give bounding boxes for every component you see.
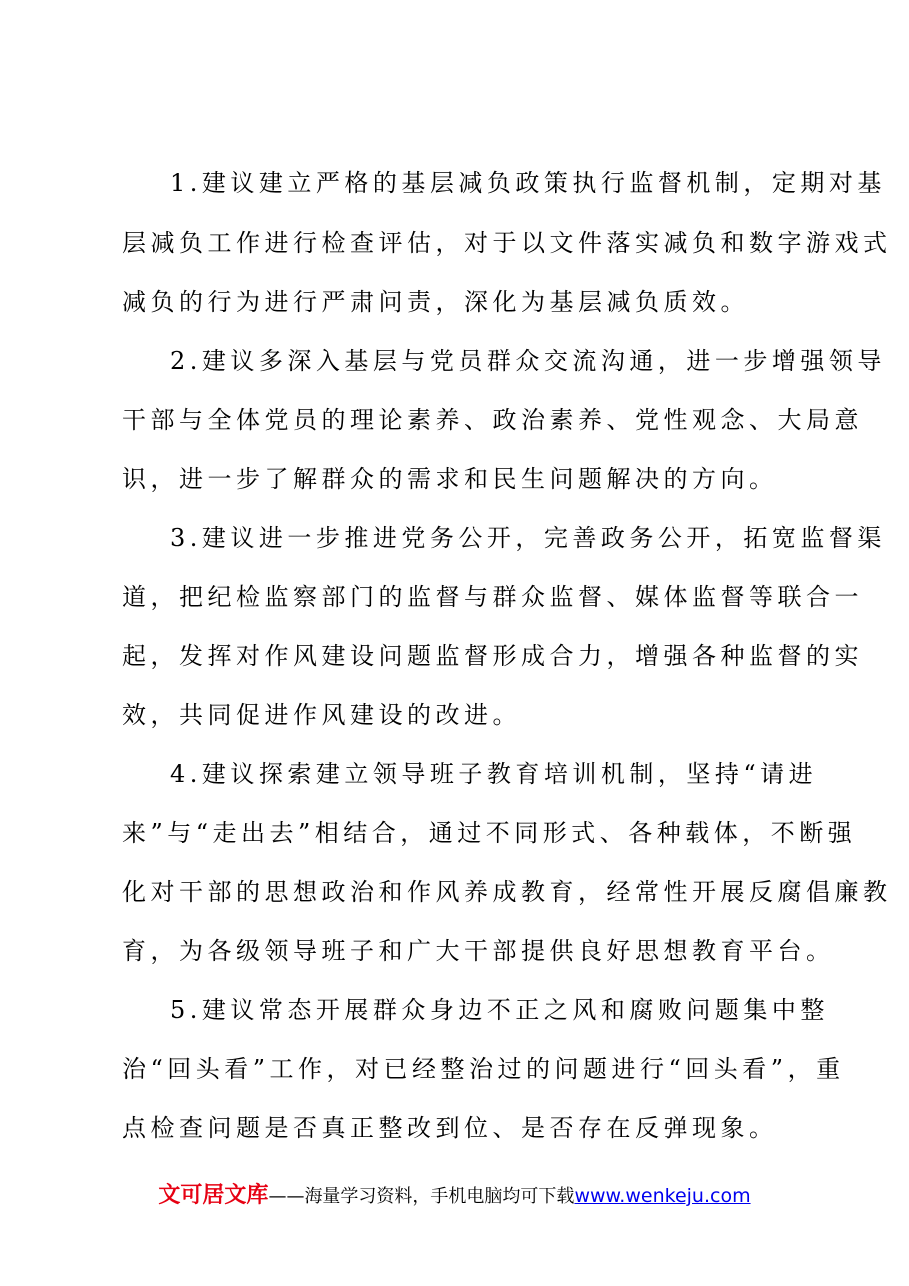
- paragraph-3-line-1: 3.建议进一步推进党务公开，完善政务公开，拓宽监督渠: [170, 524, 886, 552]
- footer-banner: [0, 1180, 909, 1212]
- footer-tagline: ——海量学习资料，手机电脑均可下载: [268, 1186, 575, 1207]
- paragraph-2-line-1: 2.建议多深入基层与党员群众交流沟通，进一步增强领导: [170, 347, 886, 375]
- footer-brand: 文可居文库: [158, 1183, 269, 1208]
- paragraph-3-line-3: 起，发挥对作风建设问题监督形成合力，增强各种监督的实: [122, 642, 863, 670]
- paragraph-2-line-2: 干部与全体党员的理论素养、政治素养、党性观念、大局意: [122, 406, 863, 434]
- paragraph-1-line-2: 层减负工作进行检查评估，对于以文件落实减负和数字游戏式: [122, 229, 892, 257]
- paragraph-5-line-3: 点检查问题是否真正整改到位、是否存在反弹现象。: [122, 1114, 778, 1142]
- paragraph-5-line-2: 治“回头看”工作，对已经整治过的问题进行“回头看”，重: [122, 1055, 845, 1083]
- paragraph-4-line-1: 4.建议探索建立领导班子教育培训机制，坚持“请进: [170, 760, 818, 788]
- paragraph-1-line-1: 1.建议建立严格的基层减负政策执行监督机制，定期对基: [170, 169, 886, 197]
- paragraph-2-line-3: 识，进一步了解群众的需求和民生问题解决的方向。: [122, 465, 778, 493]
- paragraph-4-line-3: 化对干部的思想政治和作风养成教育，经常性开展反腐倡廉教: [122, 878, 892, 906]
- paragraph-4-line-4: 育，为各级领导班子和广大干部提供良好思想教育平台。: [122, 937, 835, 965]
- paragraph-4-line-2: 来”与“走出去”相结合，通过不同形式、各种载体，不断强: [122, 819, 857, 847]
- footer-website-link[interactable]: www.wenkeju.com: [574, 1185, 751, 1207]
- paragraph-5-line-1: 5.建议常态开展群众身边不正之风和腐败问题集中整: [170, 996, 829, 1024]
- paragraph-3-line-2: 道，把纪检监察部门的监督与群众监督、媒体监督等联合一: [122, 583, 863, 611]
- paragraph-1-line-3: 减负的行为进行严肃问责，深化为基层减负质效。: [122, 288, 749, 316]
- paragraph-3-line-4: 效，共同促进作风建设的改进。: [122, 701, 521, 729]
